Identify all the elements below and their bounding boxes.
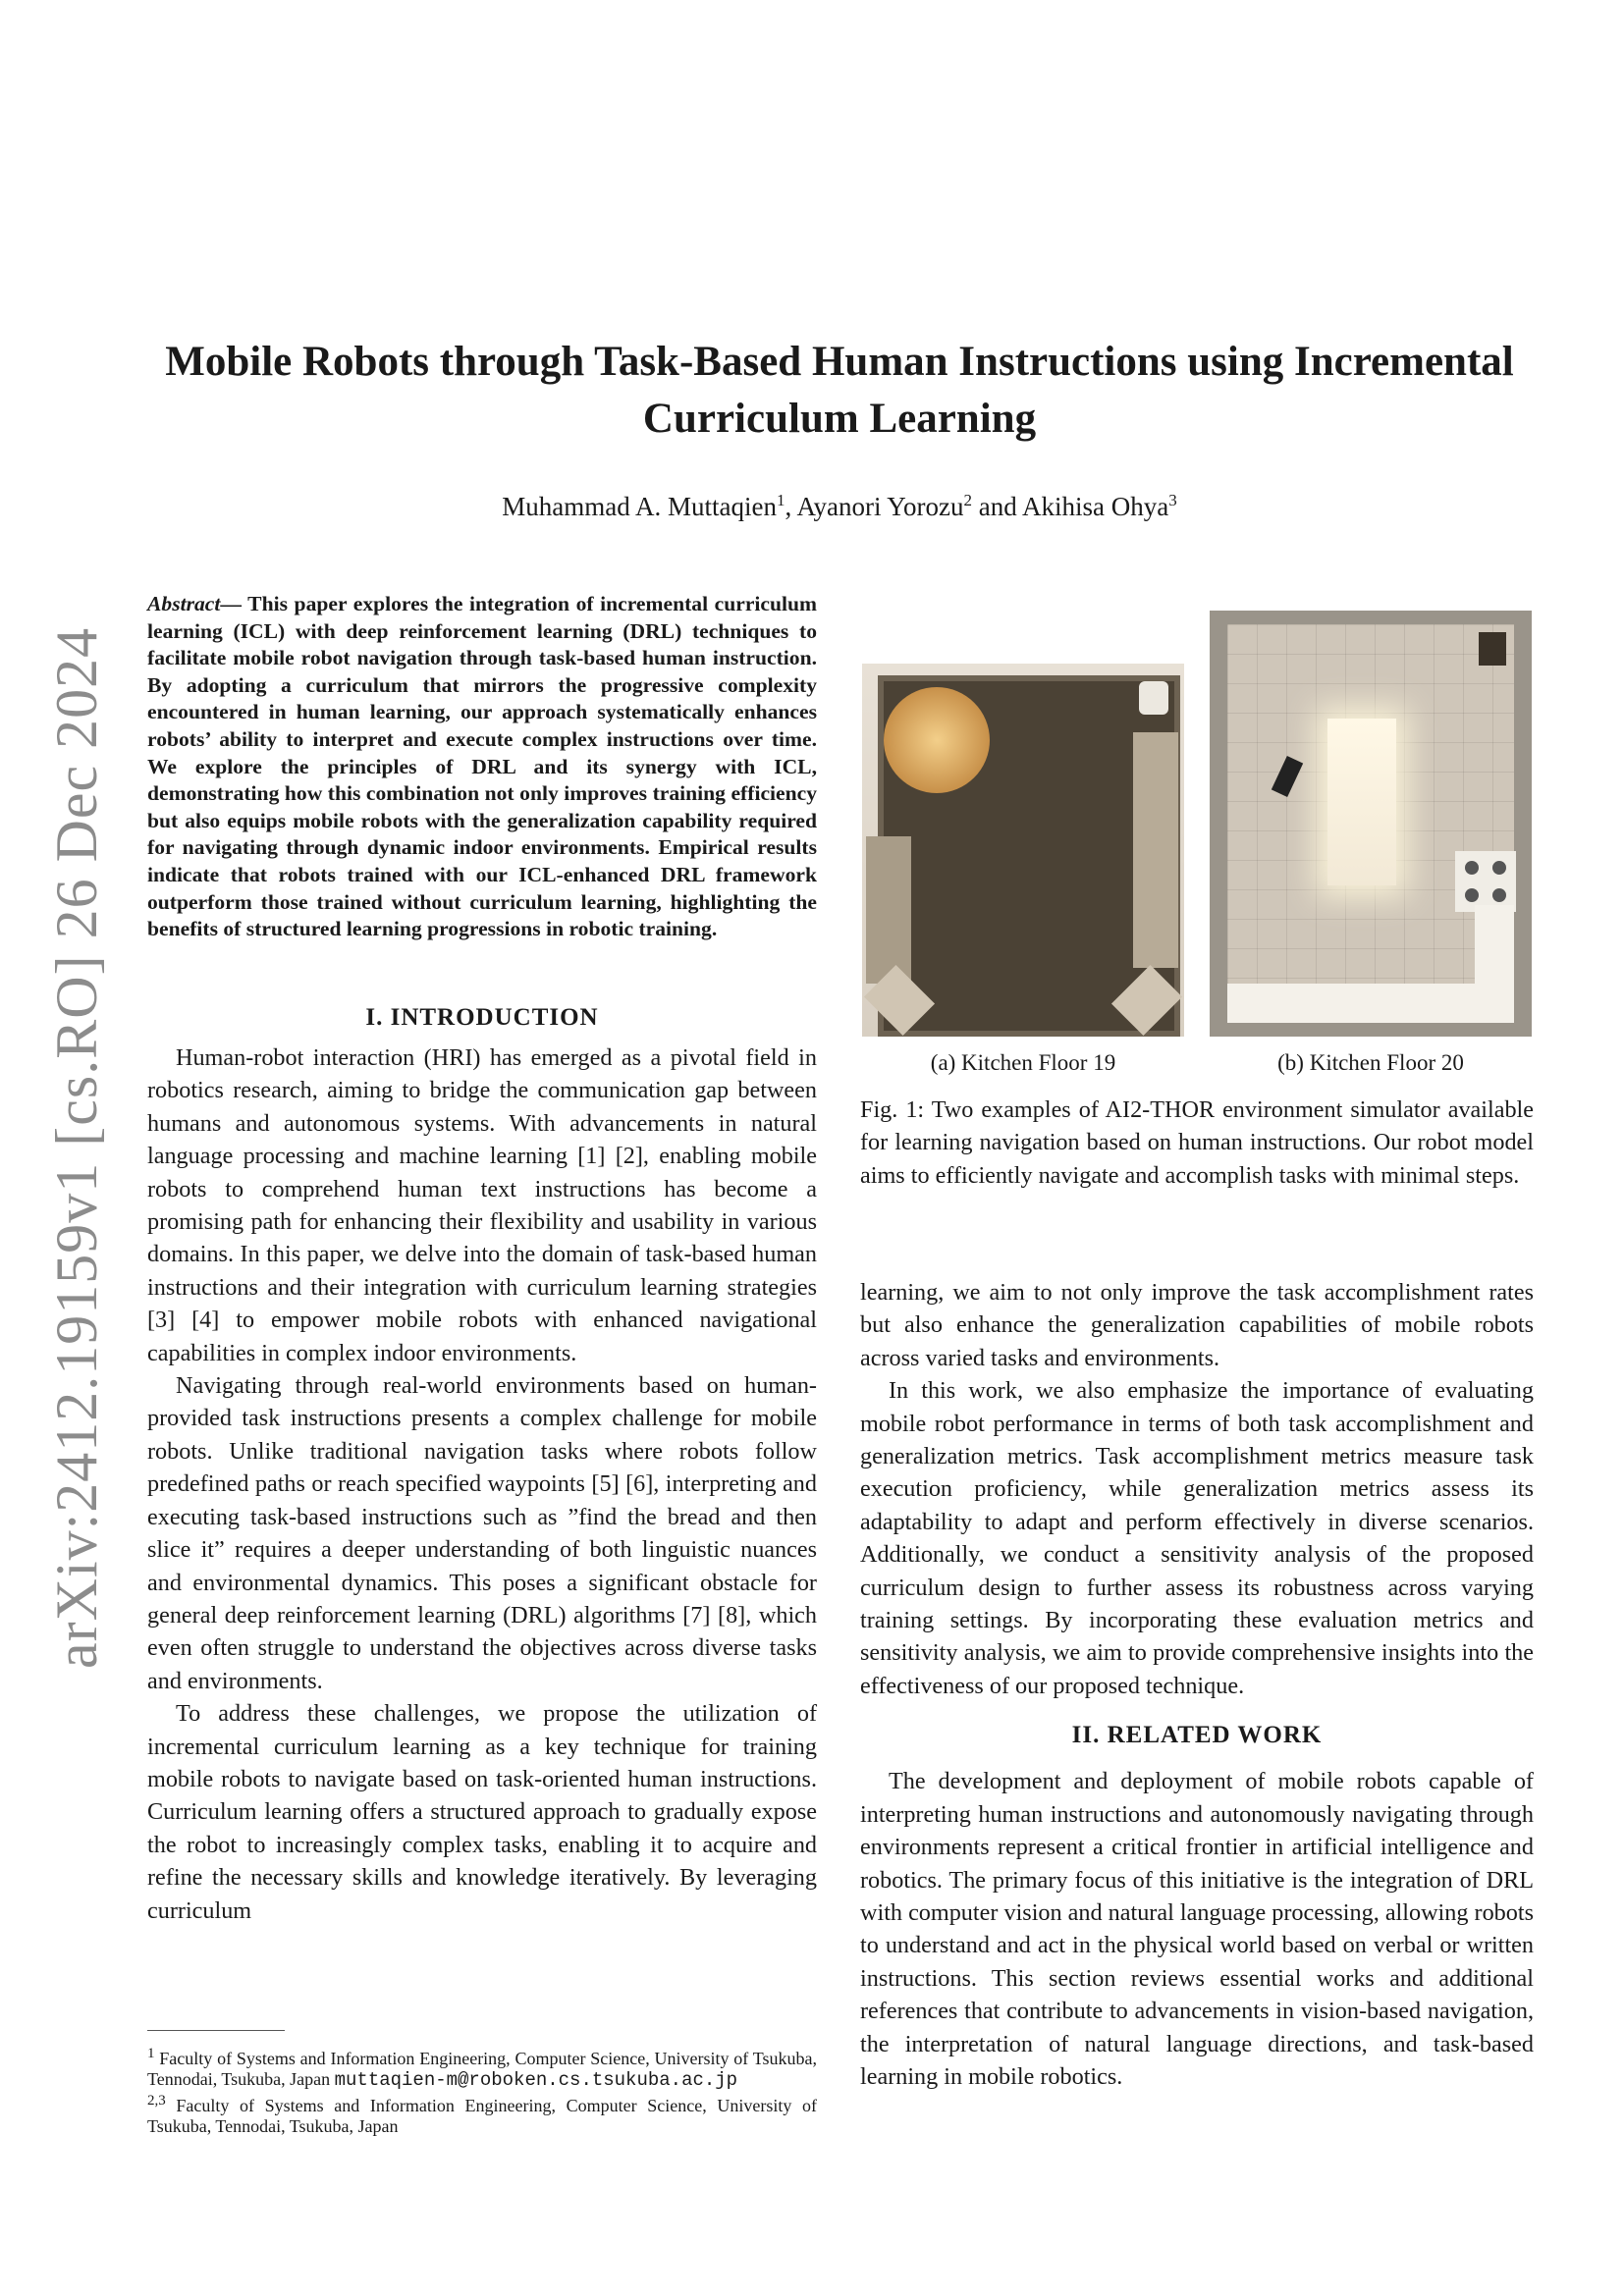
- paragraph: learning, we aim to not only improve the task accomplishment rates but also enhance the generalization capabilities of mobile robots across varied tasks and environments.: [860, 1279, 1534, 1371]
- paper-title: Mobile Robots through Task-Based Human Instructions using Incremental Curriculum Learning: [165, 339, 1514, 442]
- bin: [1139, 681, 1168, 715]
- subfigure-caption-a: (a) Kitchen Floor 19: [930, 1050, 1116, 1075]
- author-name: Ayanori Yorozu: [796, 492, 964, 521]
- right-column: [860, 1276, 1534, 2093]
- paragraph: Navigating through real-world environments based on human-provided task instructions presents a complex challenge for mobile robots. Unlike traditional navigation tasks where robots follow predefined paths or reach specified waypoints [5] [6], interpreting and executing task-based instructions such as ”find the bread and then slice it” requires a deeper understanding of both linguistic nuances and environmental dynamics. This poses a significant obstacle for general deep reinforcement learning (DRL) algorithms [7] [8], which even often struggle to understand the objectives across diverse tasks and environments.: [147, 1372, 817, 1694]
- subfigure-caption-b: (b) Kitchen Floor 20: [1277, 1050, 1464, 1075]
- paragraph: In this work, we also emphasize the importance of evaluating mobile robot performance in terms of both task accomplishment and generalization metrics. Task accomplishment metrics measure task execution proficiency, while generalization metrics assess its adaptability to adapt and perform effectively in diverse scenarios. Additionally, we conduct a sensitivity analysis of the proposed curriculum design to further assess its robustness across varying training settings. By incorporating these evaluation metrics and sensitivity analysis, we aim to provide comprehensive insights into the effectiveness of our proposed technique.: [860, 1377, 1534, 1699]
- left-column: [147, 1004, 817, 1927]
- abstract: [147, 591, 817, 943]
- footnote-rule: [147, 2030, 285, 2031]
- abstract-text: This paper explores the integration of incremental curriculum learning (ICL) with deep reinforcement learning (DRL) techniques to facilitate mobile robot navigation through task-based human instruction. By adopting a curriculum that mirrors the progressive complexity encountered in human learning, our approach systematically enhances robots’ ability to interpret and execute complex instructions over time. We explore the principles of DRL and its synergy with ICL, demonstrating how this combination not only improves training efficiency but also equips mobile robots with the generalization capability required for navigating through dynamic indoor environments. Empirical results indicate that robots trained with our ICL-enhanced DRL framework outperform those trained without curriculum learning, highlighting the benefits of structured learning progressions in robotic training.: [147, 592, 817, 941]
- footnote-2: [147, 2091, 817, 2137]
- author-name: Akihisa Ohya: [1022, 492, 1169, 521]
- section-heading-related-work: II. RELATED WORK: [1071, 1722, 1323, 1749]
- counter: [1133, 732, 1178, 968]
- author-separator: ,: [785, 492, 797, 521]
- table: [884, 687, 990, 793]
- arxiv-stamp: arXiv:2412.19159v1 [cs.RO] 26 Dec 2024: [44, 626, 109, 1669]
- footnote-marker: 2,3: [147, 2093, 166, 2109]
- author-affiliation: 2: [963, 491, 972, 509]
- figure-caption: Fig. 1: Two examples of AI2-THOR environment simulator available for learning navigation based on human instructions. Our robot model aims to efficiently navigate and accomplish tasks with minimal steps.: [860, 1096, 1534, 1189]
- abstract-dash: —: [220, 592, 248, 615]
- section-heading-introduction: I. INTRODUCTION: [365, 1004, 599, 1031]
- footnote-text: Faculty of Systems and Information Engineering, Computer Science, University of Tsukuba, Tennodai, Tsukuba, Japan: [147, 2096, 818, 2136]
- author-affiliation: 3: [1168, 491, 1177, 509]
- author-name: Muhammad A. Muttaqien: [502, 492, 777, 521]
- abstract-label: Abstract: [147, 592, 221, 615]
- paragraph: To address these challenges, we propose the utilization of incremental curriculum learning as a key technique for training mobile robots to navigate based on task-oriented human instructions. Curriculum learning offers a structured approach to gradually expose the robot to increasingly complex tasks, enabling it to acquire and refine the necessary skills and knowledge iteratively. By leveraging curriculum: [147, 1700, 817, 1924]
- counter: [866, 836, 911, 984]
- paragraph: The development and deployment of mobile robots capable of interpreting human instructions and autonomously navigating through environments represent a critical frontier in artificial intelligence and robotics. The primary focus of this initiative is the integration of DRL with computer vision and natural language processing, allowing robots to understand and act in the physical world based on verbal or written instructions. This section reviews essential works and additional references that contribute to advancements in vision-based navigation, the interpretation of natural language directions, and task-based learning in mobile robotics.: [860, 1768, 1534, 2090]
- footnote-email: muttaqien-m@roboken.cs.tsukuba.ac.jp: [334, 2069, 738, 2091]
- author-line: [147, 491, 1532, 522]
- footnotes: [147, 2044, 817, 2137]
- kitchen-island: [1327, 719, 1396, 885]
- figure-kitchen-floor-20: [1210, 611, 1532, 1037]
- cabinet: [1479, 632, 1506, 666]
- footnote-1: [147, 2044, 817, 2091]
- figure-kitchen-floor-19: [862, 664, 1184, 1037]
- counter: [1475, 905, 1514, 1019]
- author-affiliation: 1: [776, 491, 785, 509]
- footnote-marker: 1: [147, 2046, 155, 2061]
- paragraph: Human-robot interaction (HRI) has emerged as a pivotal field in robotics research, aiming to bridge the communication gap between humans and autonomous systems. With advancements in natural language processing and machine learning [1] [2], enabling mobile robots to comprehend human text instructions has become a promising path for enhancing their flexibility and usability in various domains. In this paper, we delve into the domain of task-based human instructions and their integration with curriculum learning strategies [3] [4] to empower mobile robots with enhanced navigational capabilities in complex indoor environments.: [147, 1044, 817, 1366]
- author-separator: and: [972, 492, 1022, 521]
- counter: [1227, 984, 1514, 1023]
- stove: [1455, 851, 1516, 912]
- footnote-text: Faculty of Systems and Information Engineering, Computer Science, University of Tsukuba, Tennodai, Tsukuba, Japan: [147, 2049, 817, 2089]
